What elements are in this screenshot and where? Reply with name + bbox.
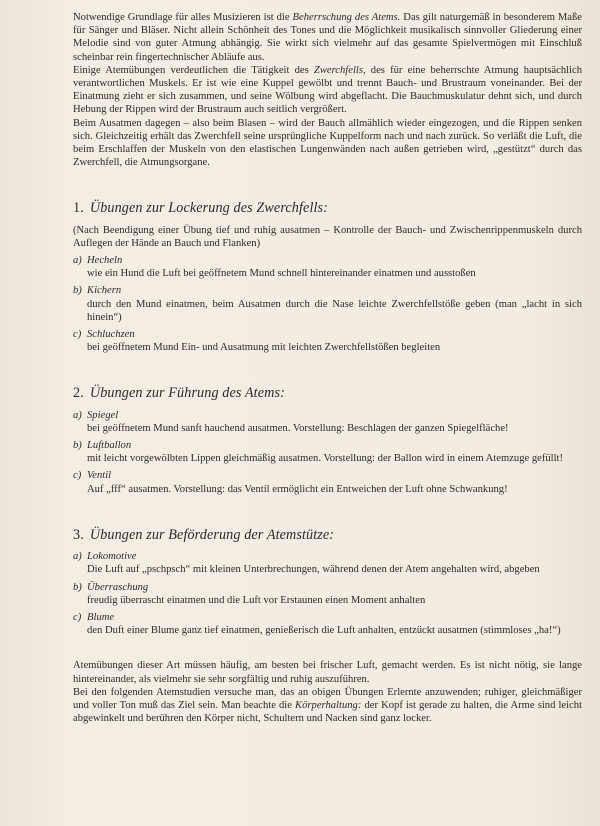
exercise-item [73, 550, 582, 576]
intro-paragraph-2 [73, 64, 582, 117]
exercise-item [73, 284, 582, 324]
exercise-item [73, 581, 582, 607]
exercise-letter: a) [73, 551, 82, 563]
exercise-letter: a) [73, 255, 82, 267]
section-3 [73, 526, 582, 637]
exercise-item [73, 439, 582, 465]
exercise-item [73, 409, 582, 435]
outro-paragraph-1: Atemübungen dieser Art müssen häufig, am besten bei frischer Luft, gemacht werden. Es ist nicht nötig, sie lange hintereinander, als vielmehr sie sehr sorgfältig und ruhig auszuführen. [73, 660, 582, 685]
section-number: 3. [73, 526, 84, 543]
exercise-text: den Duft einer Blume ganz tief einatmen, genießerisch die Luft anhalten, entzückt ausatmen (stimmloses „ha!“) [87, 625, 561, 637]
section-title: Übungen zur Lockerung des Zwerchfells: [89, 200, 328, 217]
exercise-text: freudig überrascht einatmen und die Luft vor Erstaunen einen Moment anhalten [87, 594, 426, 606]
exercise-name: Hecheln [87, 255, 123, 267]
section-2 [73, 387, 582, 495]
exercise-name: Überraschung [87, 581, 149, 593]
section-title: Übungen zur Beförderung der Atemstütze: [89, 526, 335, 543]
intro-text: des für eine beherrschte Atmung hauptsächlich verantwortlichen Muskels. Er ist wie eine Kuppel gewölbt und trennt Bauch- und Brustraum voneinander. Bei der Einatmung zieht er sich zusammen, und seine Wölbung wird abgeflacht. Die Bauchmuskulatur dehnt sich, und durch Hebung der Rippen wird der Brustraum auch seitlich vergrößert. [73, 64, 583, 116]
exercise-letter: b) [73, 440, 82, 452]
exercise-letter: c) [73, 470, 82, 482]
exercise-letter: c) [73, 611, 82, 623]
exercise-label [73, 254, 582, 267]
exercise-letter: a) [73, 409, 82, 421]
exercise-name: Luftballon [87, 440, 132, 452]
exercise-item [73, 254, 582, 280]
exercise-text: Die Luft auf „pschpsch“ mit kleinen Unterbrechungen, während denen der Atem angehalten wird, abgeben [87, 564, 540, 576]
exercise-name: Lokomotive [87, 551, 137, 563]
exercise-label [73, 439, 582, 452]
exercise-name: Blume [87, 611, 115, 623]
exercise-label [73, 581, 582, 594]
section-heading [73, 387, 582, 400]
exercise-letter: c) [73, 329, 82, 341]
exercise-text: durch den Mund einatmen, beim Ausatmen durch die Nase leichte Zwerchfellstöße geben (man „lacht in sich hinein“) [87, 298, 582, 323]
outro [73, 659, 582, 725]
section-note: (Nach Beendigung einer Übung tief und ruhig ausatmen – Kontrolle der Bauch- und Zwischenrippenmuskeln durch Auflegen der Hände an Bauch und Flanken) [73, 224, 582, 249]
exercise-label [73, 469, 582, 482]
section-heading [73, 202, 582, 215]
outro-text: der Kopf ist gerade zu halten, die Arme sind leicht abgewinkelt und berühren den Körper nicht, Schultern und Nacken sind ganz locker. [73, 699, 582, 725]
exercise-text: bei geöffnetem Mund sanft hauchend ausatmen. Vorstellung: Beschlagen der ganzen Spiegelfläche! [87, 422, 509, 434]
exercise-label [73, 550, 582, 563]
section-number: 1. [73, 200, 84, 217]
exercise-letter: b) [73, 285, 82, 297]
outro-paragraph-2 [73, 686, 582, 726]
exercise-item [73, 469, 582, 495]
exercise-label [73, 328, 582, 341]
intro-emphasis: Zwerchfells, [313, 64, 366, 76]
intro-text: Einige Atemübungen verdeutlichen die Tätigkeit des [73, 64, 314, 76]
intro-paragraph-1 [73, 11, 582, 64]
exercise-name: Spiegel [87, 409, 119, 421]
exercise-name: Ventil [87, 470, 112, 482]
section-number: 2. [73, 385, 84, 402]
exercise-letter: b) [73, 581, 82, 593]
section-title: Übungen zur Führung des Atems: [89, 385, 285, 402]
exercise-text: mit leicht vorgewölbten Lippen gleichmäßig ausatmen. Vorstellung: der Ballon wird in einem Atemzuge gefüllt! [87, 453, 564, 465]
outro-emphasis: Körperhaltung: [295, 699, 362, 711]
intro-text: Das gilt naturgemäß in besonderem Maße für Sänger und Bläser. Nicht allein Schönheit des Tones und die Möglichkeit musikalisch sinnvoller Gliederung einer Melodie sind von guter Atmung abhängig. Sie wirkt sich vielmehr auf das gesamte Spielvermögen mit Einschluß scheinbar rein fingertechnischer Abläufe aus. [73, 12, 583, 63]
exercise-item [73, 328, 582, 354]
exercise-text: wie ein Hund die Luft bei geöffnetem Mund schnell hintereinander einatmen und ausstoßen [87, 268, 476, 280]
exercise-text: bei geöffnetem Mund Ein- und Ausatmung mit leichten Zwerchfellstößen begleiten [87, 342, 441, 354]
exercise-text: Auf „fff“ ausatmen. Vorstellung: das Ventil ermöglicht ein Entweichen der Luft ohne Schwankung! [87, 483, 508, 495]
intro-text: Notwendige Grundlage für alles Musizieren ist die [73, 12, 293, 23]
exercise-item [73, 611, 582, 637]
intro-emphasis: Beherrschung des Atems. [292, 12, 401, 23]
exercise-name: Kichern [87, 285, 122, 297]
exercise-name: Schluchzen [87, 329, 135, 341]
exercise-label [73, 409, 582, 422]
intro-paragraph-3: Beim Ausatmen dagegen – also beim Blasen – wird der Bauch allmählich wieder eingezogen, und die Rippen senken sich. Gleichzeitig erhält das Zwerchfell seine ursprüngliche Kuppelform nach und nach zurück. So verläßt die Luft, die beim Erschlaffen der Muskeln von den elastischen Lungenwänden nach außen getrieben wird, „gestützt“ durch das Zwerchfell, die Atmungsorgane. [73, 117, 582, 169]
section-1 [73, 202, 582, 354]
exercise-label [73, 611, 582, 624]
section-heading [73, 526, 582, 543]
exercise-label [73, 284, 582, 297]
outro-text: Bei den folgenden Atemstudien versuche man, das an obigen Übungen Erlernte anzuwenden; ruhiger, gleichmäßiger und voller Ton muß das Ziel sein. Man beachte die [73, 686, 582, 711]
